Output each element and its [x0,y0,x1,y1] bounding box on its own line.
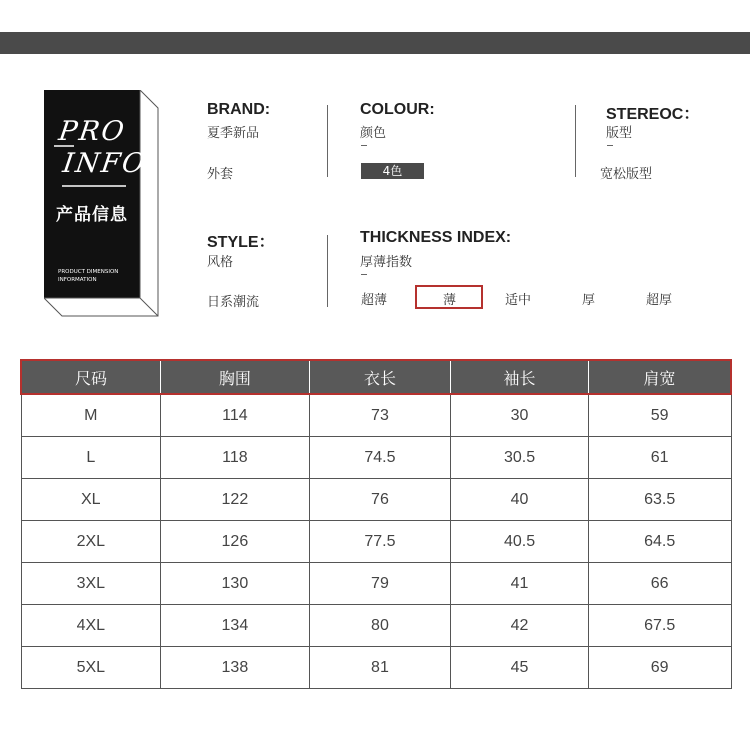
table-row [21,394,731,437]
dash-mark [361,145,367,146]
header-chest: 胸围 [161,360,310,394]
cell-size: 3XL [21,563,161,605]
cell-sleeve: 40.5 [451,521,589,563]
header-size: 尺码 [21,360,161,394]
cell-size: L [21,437,161,479]
cell-length: 76 [309,479,451,521]
cell-sleeve: 42 [451,605,589,647]
header-shoulder: 肩宽 [588,360,731,394]
cell-length: 79 [309,563,451,605]
cell-shoulder: 69 [588,647,731,689]
cell-shoulder: 61 [588,437,731,479]
table-row [21,437,731,479]
thickness-option: 适中 [505,293,532,308]
thickness-option: 超薄 [361,293,388,308]
cell-sleeve: 30.5 [451,437,589,479]
dash-mark [361,274,367,275]
top-banner-bar [0,32,750,54]
brand-label: BRAND: [207,101,271,118]
thickness-sub: 厚薄指数 [360,255,413,270]
style-sub: 风格 [207,255,234,270]
cell-sleeve: 40 [451,479,589,521]
info-text: INFO [60,148,149,179]
cell-chest: 114 [161,394,310,437]
divider [575,105,576,177]
thickness-label: THICKNESS INDEX: [360,229,512,246]
header-sleeve: 袖长 [451,360,589,394]
size-table [20,359,732,689]
product-dimension-caption: PRODUCT DIMENSION INFORMATION [58,269,119,283]
table-row [21,521,731,563]
stereo-label: STEREOC： [606,106,700,123]
cell-length: 74.5 [309,437,451,479]
style-label: STYLE： [207,234,275,251]
cell-size: 4XL [21,605,161,647]
thickness-option: 厚 [582,293,596,308]
cell-shoulder: 59 [588,394,731,437]
colour-label: COLOUR: [360,101,435,118]
cell-chest: 134 [161,605,310,647]
stereo-value: 宽松版型 [600,167,653,182]
cell-chest: 138 [161,647,310,689]
cell-chest: 118 [161,437,310,479]
cell-length: 73 [309,394,451,437]
table-row [21,605,731,647]
cell-sleeve: 45 [451,647,589,689]
table-row [21,479,731,521]
cell-length: 77.5 [309,521,451,563]
product-info-zh-title: 产品信息 [56,205,128,225]
brand-sub: 夏季新品 [207,126,260,141]
dash-mark [607,145,613,146]
cell-length: 81 [309,647,451,689]
cell-size: 5XL [21,647,161,689]
cell-shoulder: 66 [588,563,731,605]
cell-size: M [21,394,161,437]
cell-length: 80 [309,605,451,647]
brand-value: 外套 [207,167,234,182]
colour-value-tag: 4色 [361,163,424,179]
cell-size: XL [21,479,161,521]
divider [327,105,328,177]
cell-shoulder: 67.5 [588,605,731,647]
stereo-sub: 版型 [606,126,633,141]
product-info-box [44,90,159,318]
cell-chest: 122 [161,479,310,521]
header-length: 衣长 [309,360,451,394]
cell-chest: 126 [161,521,310,563]
cell-sleeve: 41 [451,563,589,605]
cell-chest: 130 [161,563,310,605]
thickness-option-selected: 薄 [443,293,457,308]
thickness-option: 超厚 [646,293,673,308]
cell-sleeve: 30 [451,394,589,437]
cell-size: 2XL [21,521,161,563]
table-header-row [21,360,731,394]
pro-text: PRO [56,116,128,147]
cell-shoulder: 64.5 [588,521,731,563]
table-row [21,563,731,605]
table-row [21,647,731,689]
style-value: 日系潮流 [207,295,260,310]
colour-sub: 颜色 [360,126,387,141]
cell-shoulder: 63.5 [588,479,731,521]
divider [327,235,328,307]
